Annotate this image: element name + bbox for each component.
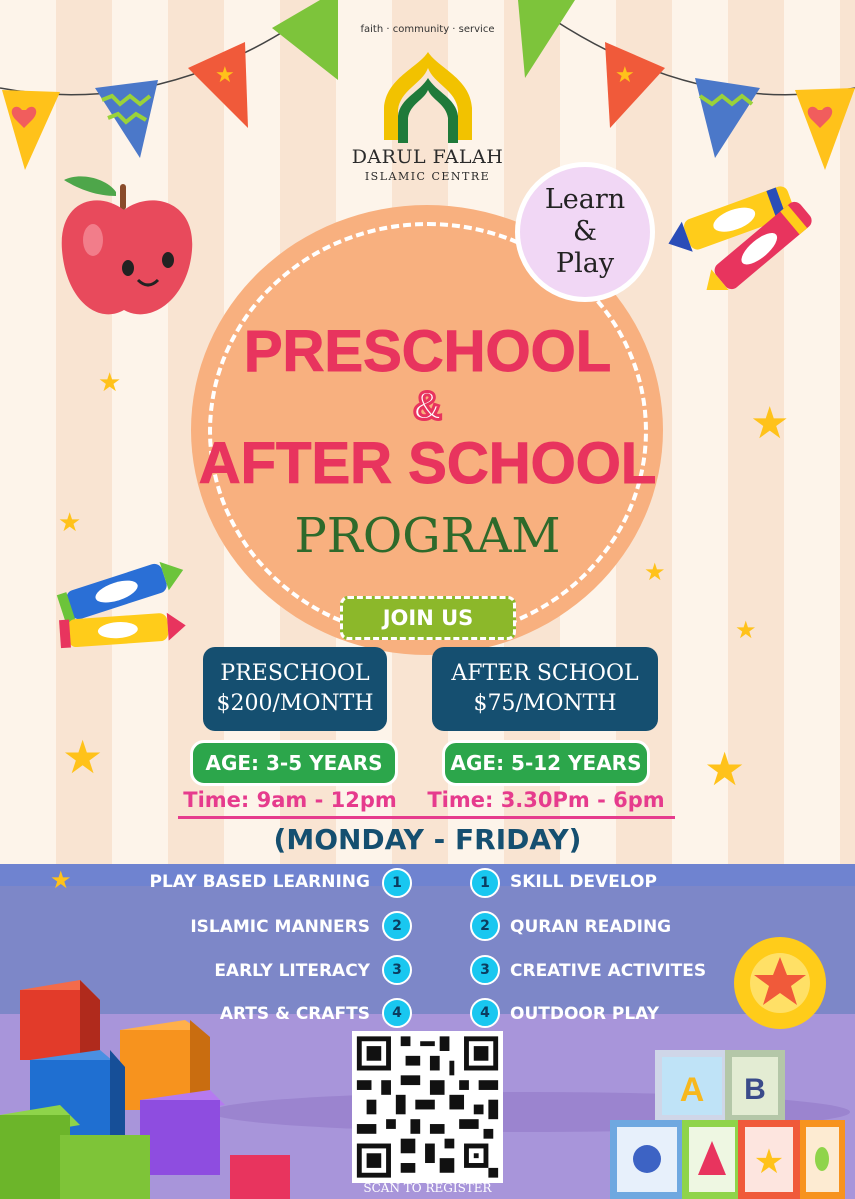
star-icon: ★ [58, 508, 82, 538]
feature-number: 2 [382, 911, 412, 941]
org-name: DARUL FALAH [351, 146, 504, 168]
feature-right-1: SKILL DEVELOP [510, 872, 657, 892]
join-us-button[interactable]: JOIN US [340, 596, 516, 640]
afterschool-age-badge: AGE: 5-12 YEARS [442, 740, 650, 786]
crayons-icon-left [50, 552, 190, 662]
star-icon: ★ [62, 730, 104, 784]
feature-left-4: ARTS & CRAFTS [219, 1004, 370, 1024]
alphabet-blocks-icon [610, 1045, 855, 1199]
title-program: PROGRAM [294, 508, 561, 564]
preschool-time: Time: 9am - 12pm [183, 788, 397, 812]
feature-number: 1 [382, 868, 412, 898]
plan-name: AFTER SCHOOL [451, 661, 639, 686]
feature-number: 1 [470, 868, 500, 898]
feature-left-3: EARLY LITERACY [214, 961, 370, 981]
svg-text:★: ★ [753, 1142, 785, 1182]
star-icon: ★ [50, 866, 72, 894]
feature-left-1: PLAY BASED LEARNING [149, 872, 370, 892]
title-ampersand: & [413, 384, 442, 428]
days-label: (MONDAY - FRIDAY) [273, 823, 582, 856]
apple-icon [58, 170, 208, 330]
preschool-age-badge: AGE: 3-5 YEARS [190, 740, 398, 786]
star-icon: ★ [735, 616, 757, 644]
qr-code[interactable] [352, 1031, 503, 1183]
qr-code-image [352, 1031, 503, 1183]
plan-name: PRESCHOOL [220, 661, 370, 686]
flag-stripe-right [518, 0, 575, 78]
title-preschool: PRESCHOOL [243, 319, 612, 384]
toy-cubes-icon [0, 975, 290, 1199]
flag-star-right [605, 42, 665, 128]
crayons-icon-top [665, 170, 825, 290]
ball-icon [732, 935, 828, 1031]
preschool-price-box [203, 647, 387, 731]
divider [178, 816, 675, 819]
block-letter-a: A [679, 1071, 705, 1109]
afterschool-time: Time: 3.30Pm - 6pm [427, 788, 665, 812]
flag-stripe-left [272, 0, 338, 80]
badge-line-2: & [572, 216, 598, 247]
title-after-school: AFTER SCHOOL [198, 431, 657, 496]
feature-left-2: ISLAMIC MANNERS [190, 917, 370, 937]
star-icon: ★ [644, 558, 666, 586]
qr-caption: SCAN TO REGISTER [363, 1181, 492, 1195]
badge-line-1: Learn [544, 184, 626, 215]
svg-text:★: ★ [615, 63, 635, 88]
star-icon: ★ [750, 398, 790, 449]
svg-text:★: ★ [215, 63, 235, 88]
feature-number: 2 [470, 911, 500, 941]
feature-number: 4 [470, 998, 500, 1028]
feature-right-2: QURAN READING [510, 917, 672, 937]
feature-number: 3 [470, 955, 500, 985]
afterschool-price-box [432, 647, 658, 731]
block-letter-b: B [744, 1073, 766, 1106]
feature-right-3: CREATIVE ACTIVITES [510, 961, 707, 981]
org-subtitle: ISLAMIC CENTRE [364, 170, 491, 183]
plan-price: $75/MONTH [473, 691, 617, 716]
plan-price: $200/MONTH [216, 691, 374, 716]
learn-play-badge [515, 162, 655, 302]
tagline: faith · community · service [360, 24, 495, 35]
star-icon: ★ [98, 368, 122, 398]
dome-logo-icon [378, 48, 478, 143]
feature-number: 3 [382, 955, 412, 985]
badge-line-3: Play [555, 248, 615, 279]
feature-number: 4 [382, 998, 412, 1028]
feature-right-4: OUTDOOR PLAY [510, 1004, 660, 1024]
star-icon: ★ [704, 742, 746, 796]
